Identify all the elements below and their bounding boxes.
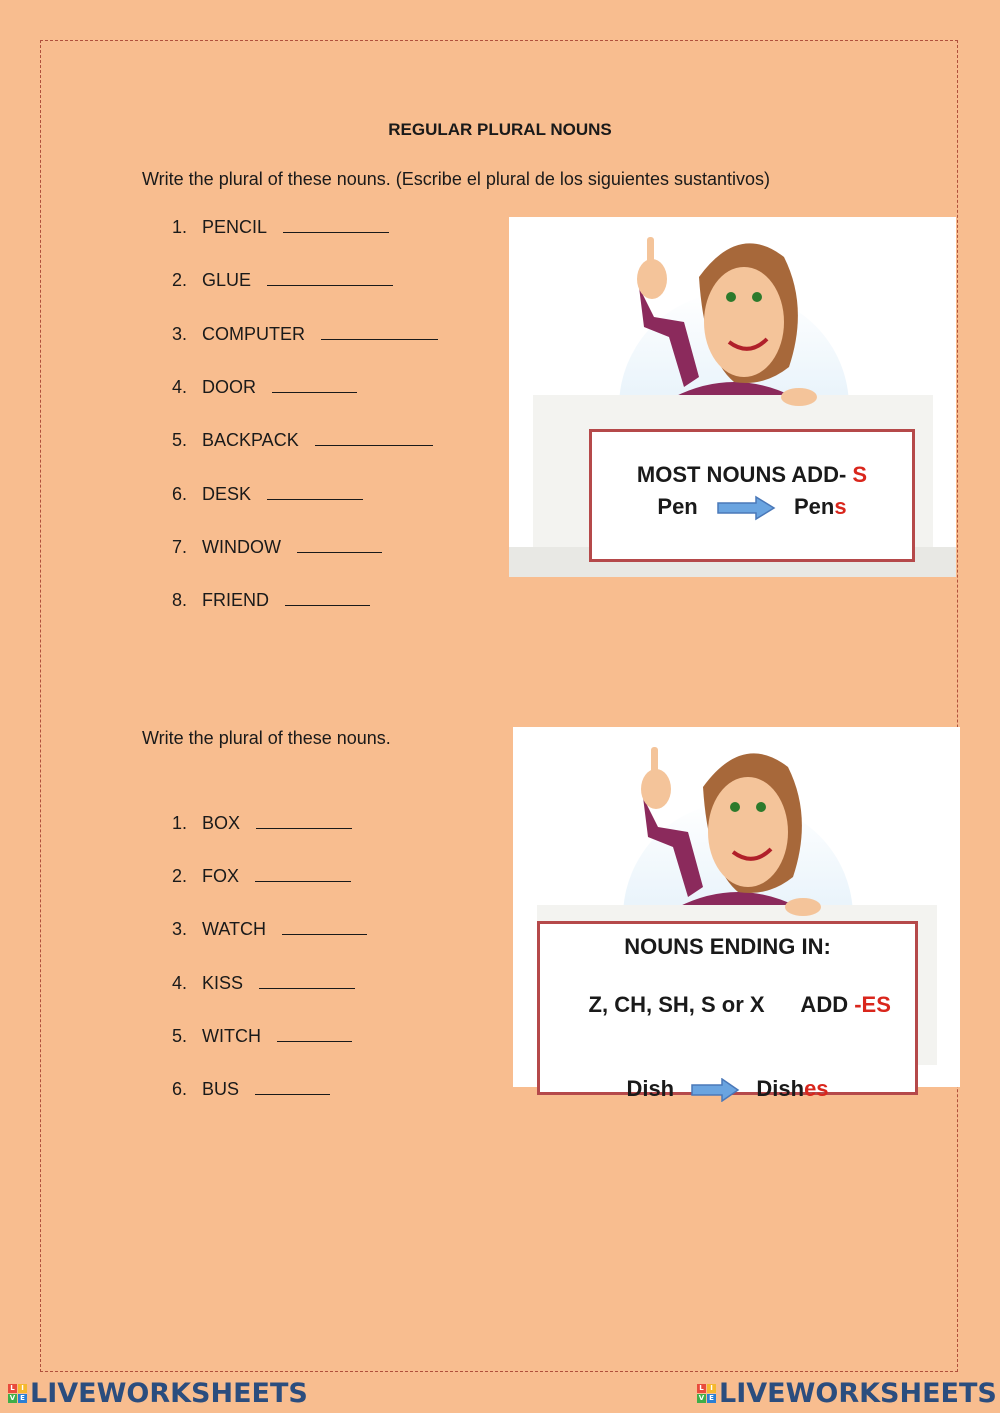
answer-blank[interactable]: [283, 216, 389, 233]
item-word: BOX: [202, 813, 241, 833]
item-word: BACKPACK: [202, 430, 299, 451]
item-word: PENCIL: [202, 217, 268, 237]
item-number: 1.: [172, 217, 188, 237]
list-item: [172, 269, 393, 291]
answer-blank[interactable]: [282, 918, 367, 935]
item-word: COMPUTER: [202, 323, 305, 344]
item-word: WITCH: [202, 1025, 261, 1046]
item-word: FRIEND: [202, 590, 269, 611]
item-number: 1.: [172, 813, 188, 833]
answer-blank[interactable]: [267, 483, 363, 500]
worksheet-title: REGULAR PLURAL NOUNS: [388, 120, 612, 139]
logo-icon: L I V E: [8, 1384, 27, 1403]
list-item: [172, 1025, 352, 1047]
rule-letters: Z, CH, SH, S or X ADD: [588, 992, 855, 1017]
item-word: DOOR: [202, 376, 256, 397]
item-number: 3.: [172, 323, 188, 344]
rule-suffix: S: [852, 462, 868, 487]
list-item: [172, 483, 363, 505]
item-number: 5.: [172, 430, 188, 451]
item-number: 8.: [172, 590, 188, 611]
liveworksheets-logo-right: L I V E LIVEWORKSHEETS: [698, 1378, 997, 1409]
item-word: WINDOW: [202, 536, 281, 557]
list-item: [172, 216, 389, 238]
example-singular: Pen: [657, 494, 698, 519]
item-word: BUS: [202, 1079, 240, 1099]
instruction-2: Write the plural of these nouns.: [142, 728, 391, 748]
item-number: 3.: [172, 919, 188, 940]
answer-blank[interactable]: [255, 865, 351, 882]
logo-icon: L I V E: [697, 1384, 716, 1403]
item-number: 7.: [172, 536, 188, 557]
answer-blank[interactable]: [285, 589, 370, 606]
rule-box-s: [589, 429, 915, 562]
right-arrow-icon: [690, 1078, 740, 1102]
item-number: 6.: [172, 1079, 188, 1099]
item-word: KISS: [202, 972, 244, 993]
list-item: [172, 812, 352, 834]
item-word: DESK: [202, 483, 252, 504]
teacher-illustration-1: [509, 217, 956, 577]
liveworksheets-logo-left: L I V E LIVEWORKSHEETS: [9, 1378, 308, 1409]
item-number: 2.: [172, 270, 188, 291]
list-item: [172, 323, 438, 345]
answer-blank[interactable]: [272, 376, 357, 393]
list-item: [172, 865, 351, 887]
item-word: GLUE: [202, 270, 252, 291]
list-item: [172, 1078, 330, 1100]
list-item: [172, 972, 355, 994]
instruction-1: Write the plural of these nouns. (Escribe el plural de los siguientes sustantivos): [142, 169, 770, 189]
example-plural: Dishes: [756, 1076, 829, 1101]
example-singular: Dish: [626, 1076, 675, 1101]
item-number: 2.: [172, 866, 188, 887]
item-word: FOX: [202, 866, 240, 887]
item-number: 4.: [172, 972, 188, 993]
item-number: 5.: [172, 1025, 188, 1046]
answer-blank[interactable]: [315, 429, 433, 446]
item-number: 4.: [172, 376, 188, 397]
answer-blank[interactable]: [255, 1078, 330, 1095]
list-item: [172, 589, 370, 611]
rule-box-es: [537, 921, 918, 1101]
answer-blank[interactable]: [297, 536, 382, 553]
answer-blank[interactable]: [267, 269, 393, 286]
list-item: [172, 536, 382, 558]
item-number: 6.: [172, 483, 188, 504]
list-item: [172, 918, 367, 940]
list-item: [172, 429, 433, 451]
right-arrow-icon: [716, 495, 776, 521]
item-word: WATCH: [202, 919, 266, 940]
rule-heading: NOUNS ENDING IN:: [624, 934, 831, 959]
list-item: [172, 376, 357, 398]
answer-blank[interactable]: [321, 323, 438, 340]
rule-heading: MOST NOUNS ADD-: [636, 462, 853, 487]
answer-blank[interactable]: [259, 972, 355, 989]
answer-blank[interactable]: [256, 812, 352, 829]
example-plural: Pens: [794, 494, 847, 519]
answer-blank[interactable]: [277, 1025, 352, 1042]
rule-suffix: -ES: [854, 992, 891, 1017]
